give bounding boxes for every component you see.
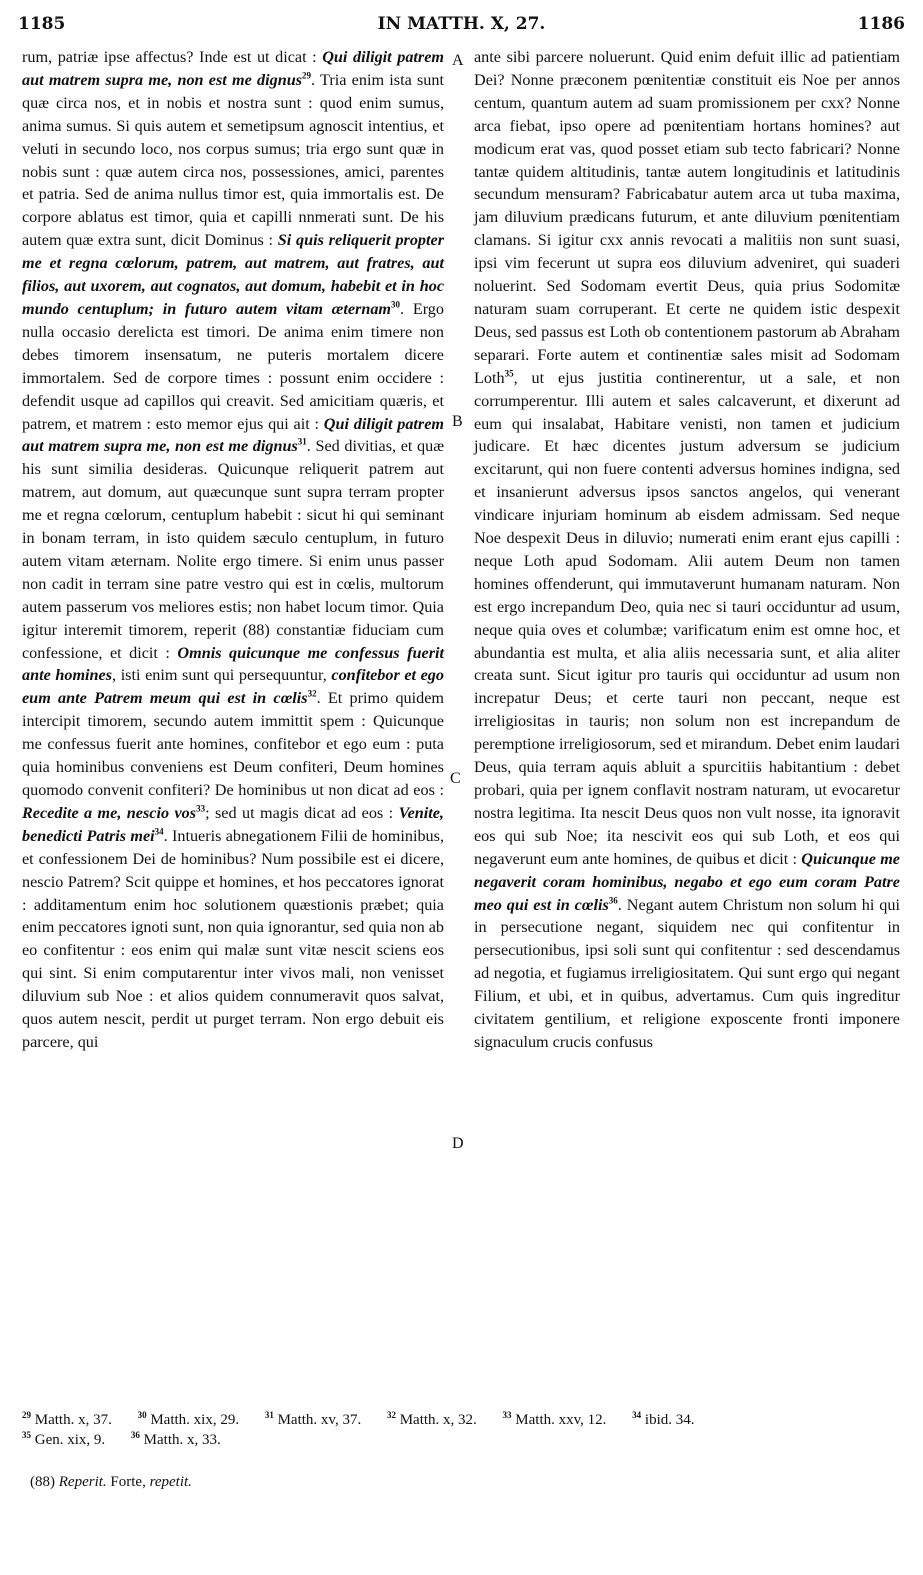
scripture-quote: Qui diligit patrem aut matrem supra me, non est me dignus — [22, 48, 444, 89]
left-column-text — [22, 46, 444, 1054]
text-run: ante sibi parcere noluerunt. Quid enim defuit illic ad patientiam Dei? Nonne præconem pœnitentiæ constituit eis Noe per annos centum, quantum autem ad suam promissionem per cxx? Nonne arca fiebat, ipso opere ad pœnitentiam hortans homines? aut modicum erat vas, quod posset etiam sub tecto fabricari? Nonne tantæ quidem altitudinis, tantæ autem longitudinis et latitudinis secundum mensuram? Fabricabatur autem arca ut tuba maxima, jam diluvium prædicans futurum, et ante diluvium pœnitentiam clamans. Si igitur cxx annis revocati a malitiis non sunt suasi, ipsi vim fecerunt ut supra eos diluvium adveniret, qui suaderi noluerint. Sed Sodomam evertit Deus, quia prius Sodomitæ naturam suam corruperant. Et certe ne quidem istic despexit Deus, sed passus est Loth ob contentionem pastorum ab Abraham separari. Forte autem et continentiæ sales misit ad Sodomam Loth — [474, 48, 900, 387]
text-run: rum, patriæ ipse affectus? Inde est ut dicat : — [22, 48, 323, 66]
scripture-quote: Qui diligit patrem aut matrem supra me, non est me dignus — [22, 414, 444, 456]
text-run: , isti enim sunt qui persequuntur, — [112, 666, 332, 685]
footnote-ref: 29 — [302, 70, 312, 81]
footnote: $^{36}$ Matth. x, 33. — [130, 1430, 221, 1448]
footnote-ref: 33 — [196, 803, 206, 814]
running-title: IN MATTH. X, 27. — [377, 14, 546, 34]
text-run: . Negant autem Christum non solum hi qui in persecutione negant, siquidem nec qui confitentur in persecutionibus, ipsi soli sunt qui confitentur : sed descendamus ad negotia, et fugiamus irreligiositatem. Qui sunt ergo qui negant Filium, et ubi, et in quibus, advertamus. Cum quis ingreditur civitatem gentilium, et religione exposcente fronti imponere signaculum crucis confusus — [474, 895, 900, 1051]
critical-note-lemma: Reperit. — [58, 1474, 107, 1490]
text-run: . Intueris abnegationem Filii de hominibus, et confessionem Dei de hominibus? Num possibile est ei dicere, nescio Patrem? Scit quippe et homines, et hos peccatores ignorat : additamentum enim hoc solutionem quæstionis præbet; quia enim peccatores ignoti sunt, non quia ignorantur, sed quia non ab eo confitentur : eos enim qui malæ sunt vitæ nescit sciens eos qui sint. Si enim computarentur inter vivos mali, non venisset diluvium sub Noe : et alios quidem connumeravit quos salvat, quos autem nescit, perdit ut purget terram. Non ergo debuit eis parcere, qui — [22, 826, 444, 1051]
footnote: $^{31}$ Matth. xv, 37. — [264, 1410, 362, 1428]
scripture-quote: confitebor et ego eum ante Patrem meum qui est in cœlis — [22, 666, 444, 708]
footnote-ref: 31 — [297, 437, 307, 448]
page-header — [18, 14, 905, 40]
footnote: $^{29}$ Matth. x, 37. — [22, 1410, 112, 1428]
scripture-quote: Si quis reliquerit propter me et regna cœlorum, patrem, aut matrem, aut fratres, aut filios, aut uxorem, aut cognatos, aut domum, habebit et in hoc mundo centuplum; in futuro autem vitam æternam — [22, 231, 445, 318]
margin-marker-b: B — [452, 413, 463, 430]
critical-note — [30, 1474, 192, 1491]
left-column — [22, 46, 444, 1054]
footnote-ref: 36 — [608, 895, 618, 906]
footnote-line-2 — [22, 1430, 902, 1450]
scripture-quote: Recedite a me, nescio vos — [22, 803, 197, 822]
text-run: . Sed divitias, et quæ his sunt similia desideras. Quicunque reliquerit patrem aut matrem, aut domum, aut quæcunque sunt supra terram propter me et regna cœlorum, centuplum habebit : sicut hi qui seminant in bonam terram, in isto quidem sæculo centuplum, in futuro autem vitam æternam. Nolite ergo timere. Si enim unus passer non cadit in terram sine patre vestro qui est in cœlis, multorum autem passerum vos meliores estis; non habet locum timor. Quia igitur interemit timorem, reperit (88) constantiæ fiduciam cum confessione, et dicit : — [22, 437, 445, 662]
text-run: . Et primo quidem intercipit timorem, secundo autem immittit spem : Quicunque me confessus fuerit ante homines, confitebor et ego eum : puta quia hominibus conveniens est Deum confiteri, Deum homines quomodo convenit confiteri? De hominibus ut non dicat ad eos : — [22, 689, 444, 799]
text-run: . Tria enim ista sunt quæ circa nos, et in nobis et nostra sunt : quod enim sumus, anima sumus. Si quis autem et semetipsum agnoscit intentius, et veluti in secundo loco, nos corpus sumus; tria ergo sunt quæ in nobis sunt : quæ autem circa nos, possessiones, amici, parentes et patria. Sed de anima nullus timor est, quia immortalis est. De corpore ablatus est timor, quia et capilli nnmerati sunt. De his autem quæ extra sunt, dicit Dominus : — [22, 70, 444, 250]
right-page-number: 1186 — [857, 14, 905, 34]
footnote-line-1 — [22, 1410, 902, 1430]
critical-note-middle: Forte, — [110, 1474, 146, 1490]
footnote-ref: 32 — [307, 688, 317, 699]
scripture-quote: Quicunque me negaverit coram hominibus, negabo et ego eum coram Patre meo qui est in cœlis — [474, 849, 900, 914]
right-column — [474, 46, 900, 1054]
text-run: . Ergo nulla occasio derelicta est timori. De anima enim timere non debes timorem insensatum, ne puteris mortalem dicere immortalem. Sed de corpore times : possunt enim occidere : defendit usque ad capillos qui creavit. Sed amicitiam quæris, et patrem, et matrem : esto memor ejus qui ait : — [22, 299, 444, 433]
right-column-text — [474, 46, 900, 1054]
margin-marker-a: A — [452, 52, 464, 69]
footnote: $^{32}$ Matth. x, 32. — [386, 1410, 477, 1428]
footnotes — [22, 1410, 902, 1450]
margin-marker-d: D — [452, 1135, 464, 1152]
critical-note-number: (88) — [30, 1474, 55, 1490]
left-page-number: 1185 — [18, 14, 66, 34]
footnote: $^{35}$ Gen. xix, 9. — [22, 1430, 106, 1448]
text-run: , ut ejus justitia continerentur, ut a sale, et non corrumperentur. Illi autem et sales calcaverunt, et dixerunt ad eum qui insalabat, Habitare venisti, non tamen et judicium judicare. Et hæc dicentes justum adversum se judicium excitarunt, qui non fuere contenti adversus homines indigna, sed et insanierunt adversus ipsos sanctos angelos, qui venerant vindicare injuriam hominum ab eisdem admissam. Sed neque Noe despexit Deus in diluvio; numerati enim erant ejus capilli : neque Loth apud Sodomam. Alii autem Deum non tamen homines offenderunt, qui immutaverunt humanam naturam. Non est ergo increpandum Deo, quia nec si tauri occiduntur ad usum, neque quia oves et columbæ; varificatum enim est omne hoc, et abundantia est multa, et alia aliis necessaria sunt, et alia aliter creata sunt. Sicut igitur pro tauris qui occiduntur ad usum non increpatur Deus; et certe tauri non peccant, neque est irreligiositas in tauris; non solum non est increpandum de peremptione irreligiosorum, sed et mirandum. Debet enim laudari Deus, quia terram aquis abluit a spurcitiis habitantium : debet probari, quia per ignem conflavit nostram naturam, ut evocaretur nostra legitima. Ita nescit Deus quos non vult nosse, ita ignoravit eos qui sub Noe; ita nescivit eos qui sub Loth, et eos qui negaverunt eum ante homines, de quibus et dicit : — [474, 368, 900, 868]
margin-marker-c: C — [450, 770, 461, 787]
footnote: $^{30}$ Matth. xix, 29. — [137, 1410, 240, 1428]
footnote-ref: 34 — [154, 826, 164, 837]
scripture-quote: Venite, benedicti Patris mei — [22, 803, 444, 845]
footnote: $^{33}$ Matth. xxv, 12. — [502, 1410, 607, 1428]
text-run: ; sed ut magis dicat ad eos : — [205, 803, 399, 822]
critical-note-reading: repetit. — [149, 1474, 192, 1490]
footnote-ref: 30 — [391, 299, 401, 310]
scripture-quote: Omnis quicunque me confessus fuerit ante homines — [22, 643, 444, 685]
footnote-ref: 35 — [504, 368, 514, 379]
footnote: $^{34}$ ibid. 34. — [632, 1410, 695, 1428]
